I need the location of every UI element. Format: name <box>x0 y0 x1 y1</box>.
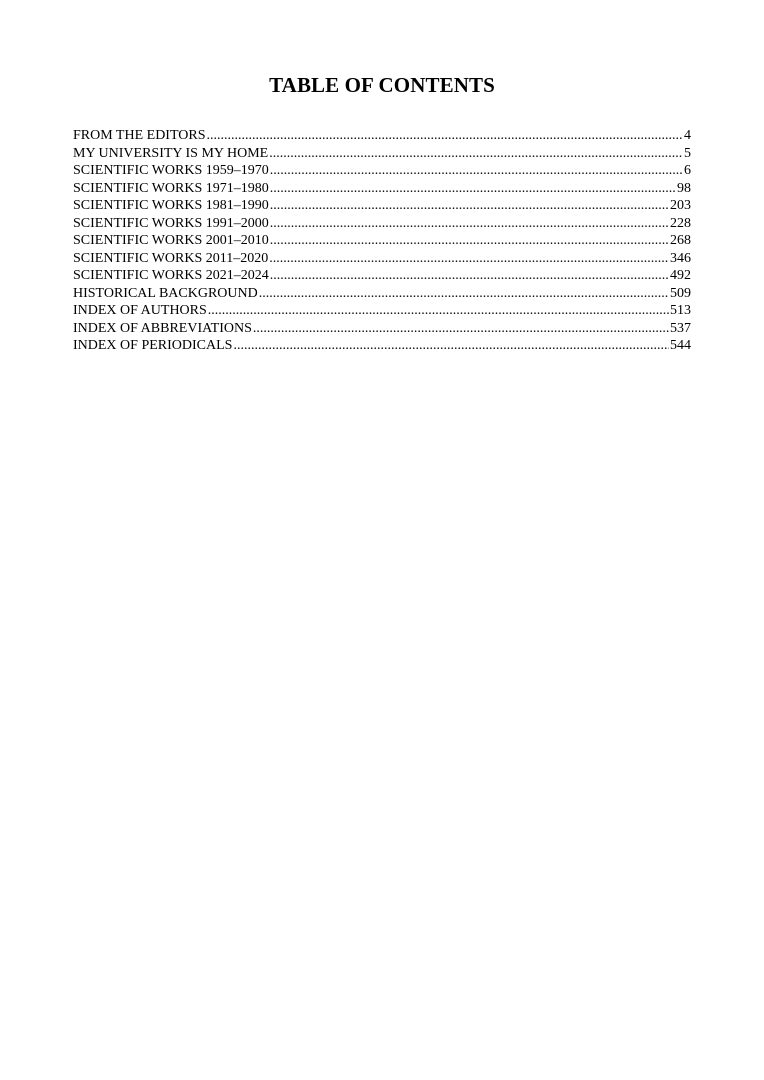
toc-entry-title: SCIENTIFIC WORKS 2001–2010 <box>73 233 269 248</box>
toc-page-number: 513 <box>670 303 691 318</box>
toc-entry[interactable] <box>73 285 691 303</box>
toc-page-number: 228 <box>670 215 691 231</box>
toc-entry[interactable] <box>73 337 691 355</box>
toc-page-number: 509 <box>670 285 691 301</box>
toc-leader-dots <box>270 232 669 250</box>
toc-page-number: 346 <box>670 250 691 266</box>
page-title: TABLE OF CONTENTS <box>269 73 495 97</box>
toc-page-number: 268 <box>670 233 691 248</box>
toc-page-number: 4 <box>684 128 691 143</box>
toc-entry[interactable] <box>73 145 691 163</box>
toc-page-number: 537 <box>670 320 691 336</box>
toc-page-number: 203 <box>670 198 691 213</box>
toc-entry[interactable] <box>73 197 691 215</box>
toc-leader-dots <box>270 215 669 233</box>
toc-entry-title: SCIENTIFIC WORKS 1971–1980 <box>73 180 269 196</box>
toc-entry-title: SCIENTIFIC WORKS 1991–2000 <box>73 215 269 231</box>
toc-leader-dots <box>269 145 683 163</box>
toc-entry-title: INDEX OF PERIODICALS <box>73 338 233 353</box>
toc-entry[interactable] <box>73 162 691 180</box>
toc-entry-title: HISTORICAL BACKGROUND <box>73 285 258 301</box>
toc-entry[interactable] <box>73 302 691 320</box>
toc-leader-dots <box>270 267 669 285</box>
toc-leader-dots <box>207 127 683 145</box>
toc-list <box>73 127 691 355</box>
toc-entry-title: INDEX OF AUTHORS <box>73 303 207 318</box>
toc-entry-title: SCIENTIFIC WORKS 1981–1990 <box>73 198 269 213</box>
toc-leader-dots <box>269 250 669 268</box>
toc-entry-title: SCIENTIFIC WORKS 1959–1970 <box>73 163 269 178</box>
toc-page-number: 98 <box>677 180 691 196</box>
toc-leader-dots <box>233 337 669 355</box>
toc-entry-title: SCIENTIFIC WORKS 2011–2020 <box>73 250 269 266</box>
toc-entry-title: INDEX OF ABBREVIATIONS <box>73 320 252 336</box>
toc-entry[interactable] <box>73 267 691 285</box>
toc-entry[interactable] <box>73 180 691 198</box>
toc-leader-dots <box>270 180 676 198</box>
toc-entry[interactable] <box>73 250 691 268</box>
toc-leader-dots <box>270 162 683 180</box>
toc-page-number: 492 <box>670 268 691 283</box>
toc-entry[interactable] <box>73 232 691 250</box>
toc-page-number: 544 <box>670 338 691 353</box>
toc-page-number: 5 <box>684 145 691 161</box>
toc-page-number: 6 <box>684 163 691 178</box>
toc-entry[interactable] <box>73 215 691 233</box>
toc-leader-dots <box>259 285 669 303</box>
toc-entry-title: MY UNIVERSITY IS MY HOME <box>73 145 269 161</box>
toc-entry[interactable] <box>73 320 691 338</box>
toc-entry[interactable] <box>73 127 691 145</box>
toc-entry-title: FROM THE EDITORS <box>73 128 206 143</box>
toc-leader-dots <box>270 197 669 215</box>
toc-leader-dots <box>208 302 669 320</box>
toc-entry-title: SCIENTIFIC WORKS 2021–2024 <box>73 268 269 283</box>
toc-leader-dots <box>253 320 669 338</box>
